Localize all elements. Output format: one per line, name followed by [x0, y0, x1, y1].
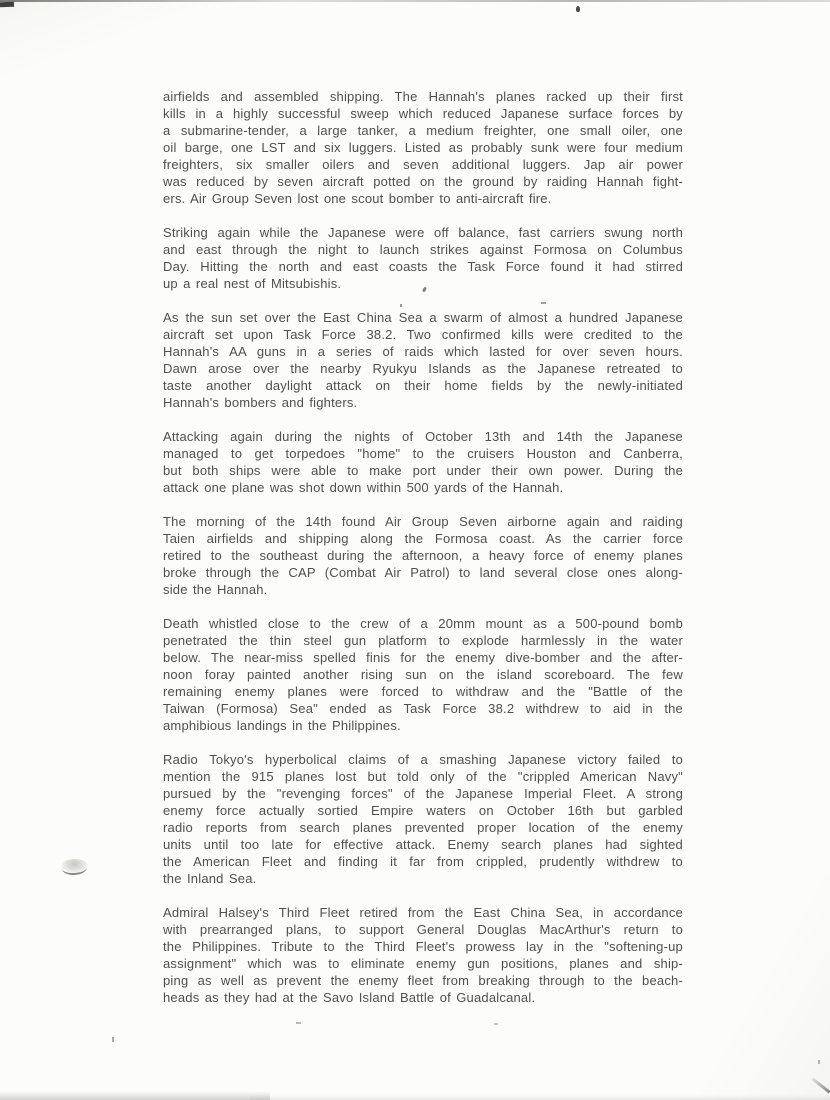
- text-line: Taien airfields and shipping along the Formosa coast. As the carrier force: [163, 531, 683, 546]
- text-line: a submarine-tender, a large tanker, a medium freighter, one small oiler, one: [163, 123, 683, 138]
- text-line: As the sun set over the East China Sea a swarm of almost a hundred Japanese: [163, 310, 683, 325]
- text-line: oil barge, one LST and six luggers. Listed as probably sunk were four medium: [163, 140, 683, 155]
- text-line: below. The near-miss spelled finis for the enemy dive-bomber and the after-: [163, 650, 683, 665]
- text-line: Hannah's AA guns in a series of raids which lasted for over seven hours.: [163, 344, 683, 359]
- text-line: assignment" which was to eliminate enemy gun positions, planes and ship-: [163, 956, 683, 971]
- text-line: Dawn arose over the nearby Ryukyu Islands as the Japanese retreated to: [163, 361, 683, 376]
- text-line: Radio Tokyo's hyperbolical claims of a smashing Japanese victory failed to: [163, 752, 683, 767]
- text-line: pursued by the "revenging forces" of the Japanese Imperial Fleet. A strong: [163, 786, 683, 801]
- text-line: ers. Air Group Seven lost one scout bomber to anti-aircraft fire.: [163, 191, 552, 206]
- ink-speck: [818, 1060, 820, 1064]
- text-line: units until too late for effective attack. Enemy search planes had sighted: [163, 837, 683, 852]
- text-line: attack one plane was shot down within 500 yards of the Hannah.: [163, 480, 564, 495]
- text-line: amphibious landings in the Philippines.: [163, 718, 401, 733]
- text-line: heads as they had at the Savo Island Battle of Guadalcanal.: [163, 990, 536, 1005]
- margin-smudge-rim: [62, 867, 87, 875]
- margin-smudge: [61, 859, 88, 873]
- text-line: kills in a highly successful sweep which reduced Japanese surface forces by: [163, 106, 683, 121]
- paragraph-7: [163, 751, 683, 887]
- text-line: Death whistled close to the crew of a 20mm mount as a 500-pound bomb: [163, 616, 683, 631]
- text-line: was reduced by seven aircraft potted on the ground by raiding Hannah fight-: [163, 174, 683, 189]
- text-line: taste another daylight attack on their home fields by the newly-initiated: [163, 378, 683, 393]
- paragraph-5: [163, 513, 683, 598]
- text-line: enemy force actually sortied Empire waters on October 16th but garbled: [163, 803, 683, 818]
- text-line: retired to the southeast during the afternoon, a heavy force of enemy planes: [163, 548, 683, 563]
- text-line: but both ships were able to make port under their own power. During the: [163, 463, 683, 478]
- text-line: Hannah's bombers and fighters.: [163, 395, 358, 410]
- scan-mark-bottom-right: [811, 1078, 830, 1094]
- scan-bottom-shade: [0, 1091, 270, 1100]
- text-line: the American Fleet and finding it far from crippled, prudently withdrew to: [163, 854, 683, 869]
- text-line: with prearranged plans, to support General Douglas MacArthur's return to: [163, 922, 683, 937]
- text-line: radio reports from search planes prevented proper location of the enemy: [163, 820, 683, 835]
- text-line: the Philippines. Tribute to the Third Fleet's prowess lay in the "softening-up: [163, 939, 683, 954]
- paragraph-4: [163, 428, 683, 496]
- ink-dot-top: [576, 6, 580, 12]
- text-line: Attacking again during the nights of October 13th and 14th the Japanese: [163, 429, 683, 444]
- paragraph-2: [163, 224, 683, 292]
- ink-speck: [112, 1037, 114, 1042]
- text-line: broke through the CAP (Combat Air Patrol) to land several close ones along-: [163, 565, 683, 580]
- text-line: ping as well as prevent the enemy fleet from breaking through to the beach-: [163, 973, 683, 988]
- text-line: and east through the night to launch strikes against Formosa on Columbus: [163, 242, 683, 257]
- paragraph-6: [163, 615, 683, 734]
- text-line: up a real nest of Mitsubishis.: [163, 276, 342, 291]
- document-text: [163, 88, 683, 1006]
- ink-speck: [296, 1022, 301, 1024]
- scan-mark-top-left: [0, 2, 14, 7]
- scan-bottom-shade: [250, 1095, 830, 1100]
- text-line: remaining enemy planes were forced to withdraw and the "Battle of the: [163, 684, 683, 699]
- text-line: Striking again while the Japanese were off balance, fast carriers swung north: [163, 225, 683, 240]
- text-line: the Inland Sea.: [163, 871, 257, 886]
- text-line: managed to get torpedoes "home" to the cruisers Houston and Canberra,: [163, 446, 683, 461]
- paragraph-8: [163, 904, 683, 1006]
- text-line: penetrated the thin steel gun platform to explode harmlessly in the water: [163, 633, 683, 648]
- text-line: side the Hannah.: [163, 582, 268, 597]
- text-line: The morning of the 14th found Air Group Seven airborne again and raiding: [163, 514, 683, 529]
- text-line: Taiwan (Formosa) Sea" ended as Task Force 38.2 withdrew to aid in the: [163, 701, 683, 716]
- text-line: mention the 915 planes lost but told only of the "crippled American Navy": [163, 769, 683, 784]
- paragraph-3: [163, 309, 683, 411]
- text-line: Admiral Halsey's Third Fleet retired from the East China Sea, in accordance: [163, 905, 683, 920]
- text-line: freighters, six smaller oilers and seven additional luggers. Jap air power: [163, 157, 683, 172]
- text-line: Day. Hitting the north and east coasts the Task Force found it had stirred: [163, 259, 683, 274]
- text-line: noon foray painted another rising sun on the island scoreboard. The few: [163, 667, 683, 682]
- scan-top-edge: [0, 0, 830, 2]
- text-line: airfields and assembled shipping. The Hannah's planes racked up their first: [163, 89, 683, 104]
- text-line: aircraft set upon Task Force 38.2. Two confirmed kills were credited to the: [163, 327, 683, 342]
- ink-speck: [494, 1023, 498, 1025]
- paragraph-1: [163, 88, 683, 207]
